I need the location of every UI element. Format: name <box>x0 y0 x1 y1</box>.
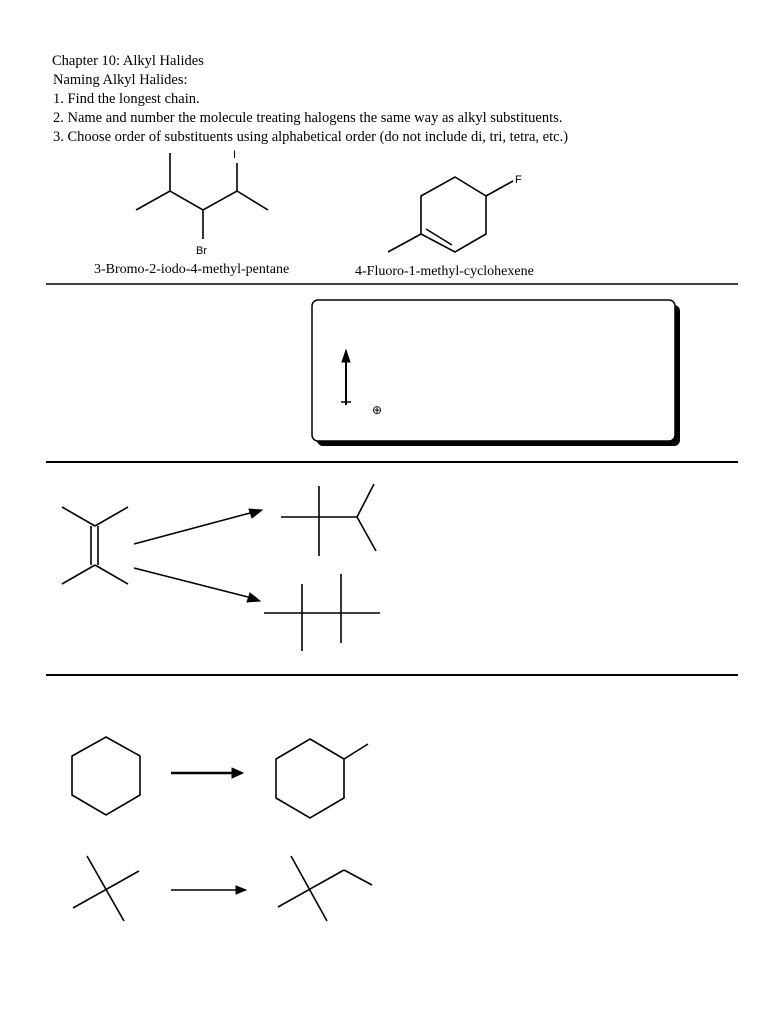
ethylated-product <box>278 856 372 921</box>
fluorine-atom-label: F <box>515 174 522 186</box>
reaction-arrow <box>134 509 262 544</box>
molecule-fluoro-methyl-cyclohexene <box>388 177 513 252</box>
alkene-reactant <box>62 507 128 584</box>
reaction-arrow <box>134 568 260 602</box>
rule-2: 2. Name and number the molecule treating halogens the same way as alkyl substituents. <box>53 110 563 126</box>
positive-charge-icon: ⊕ <box>372 403 383 417</box>
dimethyl-alkane-product <box>264 574 380 651</box>
molecule-bromo-iodo-methyl-pentane <box>136 153 268 239</box>
branched-alkane-product <box>281 484 376 556</box>
neopentane-reactant <box>73 856 139 921</box>
shadowed-box <box>312 300 680 446</box>
example1-name: 3-Bromo-2-iodo-4-methyl-pentane <box>94 262 290 277</box>
rule-1: 1. Find the longest chain. <box>53 91 200 107</box>
example2-name: 4-Fluoro-1-methyl-cyclohexene <box>355 264 534 279</box>
methylcyclohexane-product <box>276 739 368 818</box>
reaction-arrow <box>171 768 243 778</box>
cyclohexane-reactant <box>72 737 140 815</box>
bromine-atom-label: Br <box>196 245 207 257</box>
rule-3: 3. Choose order of substituents using alphabetical order (do not include di, tri, tetra, etc.) <box>53 129 569 145</box>
reaction-arrow <box>171 886 246 894</box>
section-subtitle: Naming Alkyl Halides: <box>53 72 188 88</box>
chapter-title: Chapter 10: Alkyl Halides <box>52 53 204 69</box>
iodine-atom-label: I <box>233 149 237 161</box>
